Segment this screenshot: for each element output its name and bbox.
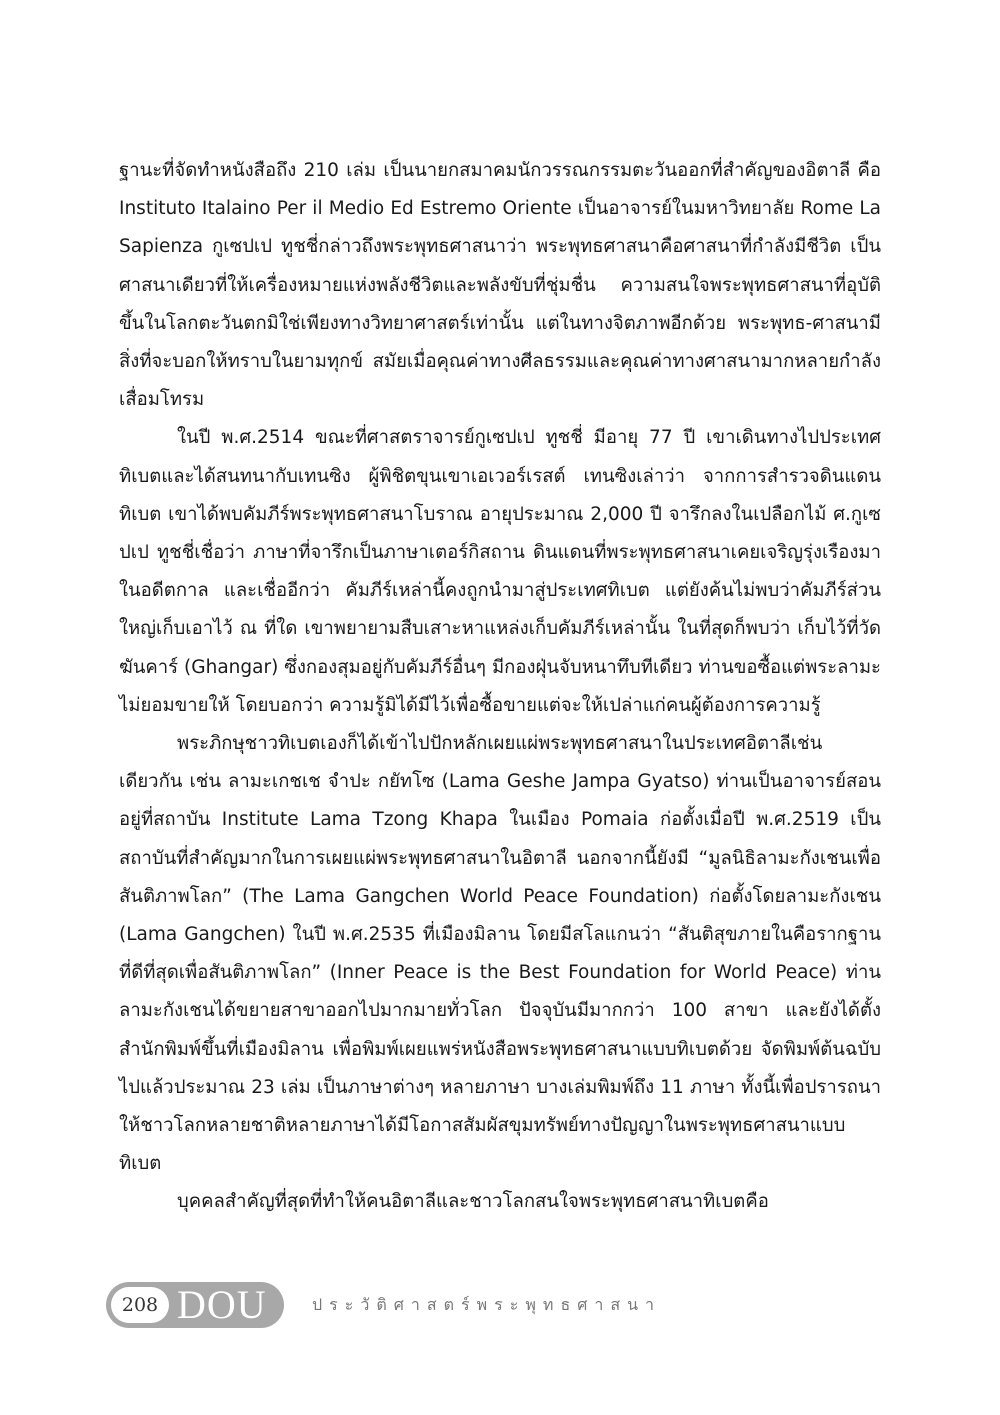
paragraph-4: บุคคลสำคัญที่สุดที่ทำให้คนอิตาลีและชาวโลกสนใจพระพุทธศาสนาทิเบตคือ (177, 1191, 769, 1213)
running-title: ประวัติศาสตร์พระพุทธศาสนา (312, 1294, 662, 1314)
paragraph-3: พระภิกษุชาวทิเบตเองก็ได้เข้าไปปักหลักเผยแผ่พระพุทธศาสนาในประเทศอิตาลีเช่นเดียวกัน เช่น ลามะเกชเช จำปะ กยัทโซ (Lama Geshe Jampa Gyatso) ท่านเป็นอาจารย์สอนอยู่ที่สถาบัน Institute Lama Tzong Khapa ในเมือง Pomaia ก่อตั้งเมื่อปี พ.ศ.2519 เป็นสถาบันที่สำคัญมากในการเผยแผ่พระพุทธศาสนาในอิตาลี นอกจากนี้ยังมี “มูลนิธิลามะกังเชนเพื่อสันติภาพโลก” (The Lama Gangchen World Peace Foundation) ก่อตั้งโดยลามะกังเชน (Lama Gangchen) ในปี พ.ศ.2535 ที่เมืองมิลาน โดยมีสโลแกนว่า “สันติสุขภายในคือรากฐานที่ดีที่สุดเพื่อสันติภาพโลก” (Inner Peace is the Best Foundation for World Peace) ท่านลามะกังเชนได้ขยายสาขาออกไปมากมายทั่วโลก ปัจจุบันมีมากกว่า 100 สาขา และยังได้ตั้งสำนักพิมพ์ขึ้นที่เมืองมิลาน เพื่อพิมพ์เผยแพร่หนังสือพระพุทธศาสนาแบบทิเบตด้วย จัดพิมพ์ต้นฉบับไปแล้วประมาณ 23 เล่ม เป็นภาษาต่างๆ หลายภาษา บางเล่มพิมพ์ถึง 11 ภาษา ทั้งนี้เพื่อปรารถนาให้ชาวโลกหลายชาติหลายภาษาได้มีโอกาสสัมผัสขุมทรัพย์ทางปัญญาในพระพุทธศาสนาแบบทิเบต (119, 733, 881, 1175)
page-footer (106, 1282, 661, 1328)
paragraph-1: ฐานะที่จัดทำหนังสือถึง 210 เล่ม เป็นนายกสมาคมนักวรรณกรรมตะวันออกที่สำคัญของอิตาลี คือ Instituto Italaino Per il Medio Ed Estremo Oriente เป็นอาจารย์ในมหาวิทยาลัย Rome La Sapienza กูเซปเป ทูชชี่กล่าวถึงพระพุทธศาสนาว่า พระพุทธศาสนาคือศาสนาที่กำลังมีชีวิต เป็นศาสนาเดียวที่ให้เครื่องหมายแห่งพลังชีวิตและพลังขับที่ชุ่มชื่น ความสนใจพระพุทธศาสนาที่อุบัติขึ้นในโลกตะวันตกมิใช่เพียงทางวิทยาศาสตร์เท่านั้น แต่ในทางจิตภาพอีกด้วย พระพุทธ-ศาสนามีสิ่งที่จะบอกให้ทราบในยามทุกข์ สมัยเมื่อคุณค่าทางศีลธรรมและคุณค่าทางศาสนามากหลายกำลังเสื่อมโทรม (119, 160, 881, 411)
footer-badge (106, 1282, 284, 1328)
paragraph-2: ในปี พ.ศ.2514 ขณะที่ศาสตราจารย์กูเซปเป ทูชชี่ มีอายุ 77 ปี เขาเดินทางไปประเทศทิเบตและได้สนทนากับเทนซิง ผู้พิชิตขุนเขาเอเวอร์เรสต์ เทนซิงเล่าว่า จากการสำรวจดินแดนทิเบต เขาได้พบคัมภีร์พระพุทธศาสนาโบราณ อายุประมาณ 2,000 ปี จารึกลงในเปลือกไม้ ศ.กูเซปเป ทูชชี่เชื่อว่า ภาษาที่จารึกเป็นภาษาเตอร์กิสถาน ดินแดนที่พระพุทธศาสนาเคยเจริญรุ่งเรืองมาในอดีตกาล และเชื่ออีกว่า คัมภีร์เหล่านี้คงถูกนำมาสู่ประเทศทิเบต แต่ยังค้นไม่พบว่าคัมภีร์ส่วนใหญ่เก็บเอาไว้ ณ ที่ใด เขาพยายามสืบเสาะหาแหล่งเก็บคัมภีร์เหล่านั้น ในที่สุดก็พบว่า เก็บไว้ที่วัดฆันคาร์ (Ghangar) ซึ่งกองสุมอยู่กับคัมภีร์อื่นๆ มีกองฝุ่นจับหนาทึบทีเดียว ท่านขอซื้อแต่พระลามะไม่ยอมขายให้ โดยบอกว่า ความรู้มิได้มีไว้เพื่อซื้อขายแต่จะให้เปล่าแก่คนผู้ต้องการความรู้ (119, 427, 881, 716)
brand-logo: DOU (177, 1282, 267, 1327)
page-number: 208 (111, 1287, 169, 1323)
page-body (119, 152, 881, 1222)
